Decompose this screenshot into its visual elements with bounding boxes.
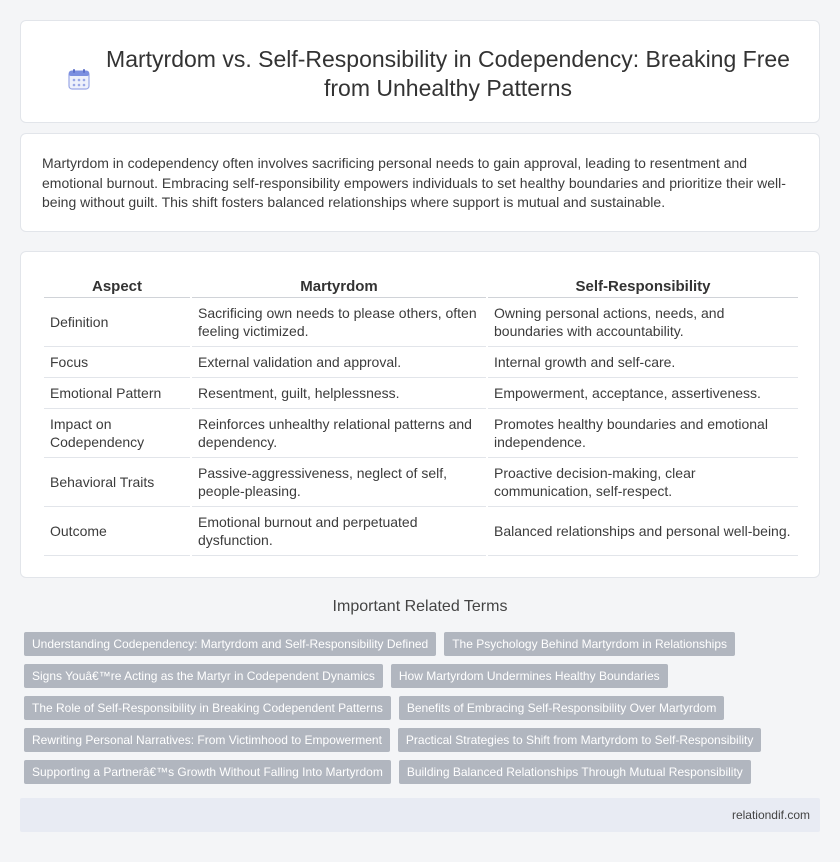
related-term-tag[interactable]: Practical Strategies to Shift from Martyrdom to Self-Responsibility (398, 728, 761, 752)
related-term-tag[interactable]: Building Balanced Relationships Through Mutual Responsibility (399, 760, 751, 784)
table-cell: Definition (44, 298, 190, 347)
table-cell: Behavioral Traits (44, 458, 190, 507)
table-row (44, 347, 798, 378)
table-cell: Promotes healthy boundaries and emotional independence. (488, 409, 798, 458)
table-row (44, 409, 798, 458)
table-cell: Impact on Codependency (44, 409, 190, 458)
table-row (44, 378, 798, 409)
title-card (20, 20, 820, 123)
intro-card (20, 133, 820, 232)
related-term-tag[interactable]: Benefits of Embracing Self-Responsibility Over Martyrdom (399, 696, 724, 720)
intro-text: Martyrdom in codependency often involves sacrificing personal needs to gain approval, leading to resentment and emotional burnout. Embracing self-responsibility empowers individuals to set healthy boundaries and prioritize their well-being without guilt. This shift fosters balanced relationships where support is mutual and sustainable. (42, 155, 786, 210)
table-cell: Owning personal actions, needs, and boundaries with accountability. (488, 298, 798, 347)
table-cell: Empowerment, acceptance, assertiveness. (488, 378, 798, 409)
table-row (44, 458, 798, 507)
table-cell: Proactive decision-making, clear communication, self-respect. (488, 458, 798, 507)
header-self-responsibility: Self-Responsibility (488, 276, 798, 298)
site-link[interactable]: relationdif.com (731, 808, 810, 822)
related-term-tag[interactable]: The Role of Self-Responsibility in Breaking Codependent Patterns (24, 696, 391, 720)
table-cell: Balanced relationships and personal well-being. (488, 507, 798, 556)
related-term-tag[interactable]: Rewriting Personal Narratives: From Victimhood to Empowerment (24, 728, 390, 752)
comparison-table (42, 276, 800, 556)
table-cell: Emotional burnout and perpetuated dysfunction. (192, 507, 486, 556)
table-cell: Resentment, guilt, helplessness. (192, 378, 486, 409)
header-martyrdom: Martyrdom (192, 276, 486, 298)
table-cell: External validation and approval. (192, 347, 486, 378)
footer (20, 798, 820, 832)
table-cell: Emotional Pattern (44, 378, 190, 409)
related-term-tag[interactable]: Supporting a Partnerâ€™s Growth Without Falling Into Martyrdom (24, 760, 391, 784)
table-header-row (44, 276, 798, 298)
related-terms-title: Important Related Terms (332, 598, 508, 615)
related-term-tag[interactable]: How Martyrdom Undermines Healthy Boundaries (391, 664, 668, 688)
related-terms-list (24, 632, 824, 792)
header-aspect: Aspect (44, 276, 190, 298)
comparison-card (20, 251, 820, 578)
related-term-tag[interactable]: Understanding Codependency: Martyrdom and Self-Responsibility Defined (24, 632, 436, 656)
table-cell: Sacrificing own needs to please others, often feeling victimized. (192, 298, 486, 347)
table-cell: Internal growth and self-care. (488, 347, 798, 378)
table-cell: Outcome (44, 507, 190, 556)
page-title: Martyrdom vs. Self-Responsibility in Codependency: Breaking Free from Unhealthy Patterns (106, 46, 790, 101)
related-term-tag[interactable]: Signs Youâ€™re Acting as the Martyr in Codependent Dynamics (24, 664, 383, 688)
table-cell: Focus (44, 347, 190, 378)
calendar-icon (67, 67, 91, 91)
table-row (44, 507, 798, 556)
table-cell: Reinforces unhealthy relational patterns and dependency. (192, 409, 486, 458)
table-row (44, 298, 798, 347)
table-cell: Passive-aggressiveness, neglect of self, people-pleasing. (192, 458, 486, 507)
related-term-tag[interactable]: The Psychology Behind Martyrdom in Relationships (444, 632, 735, 656)
